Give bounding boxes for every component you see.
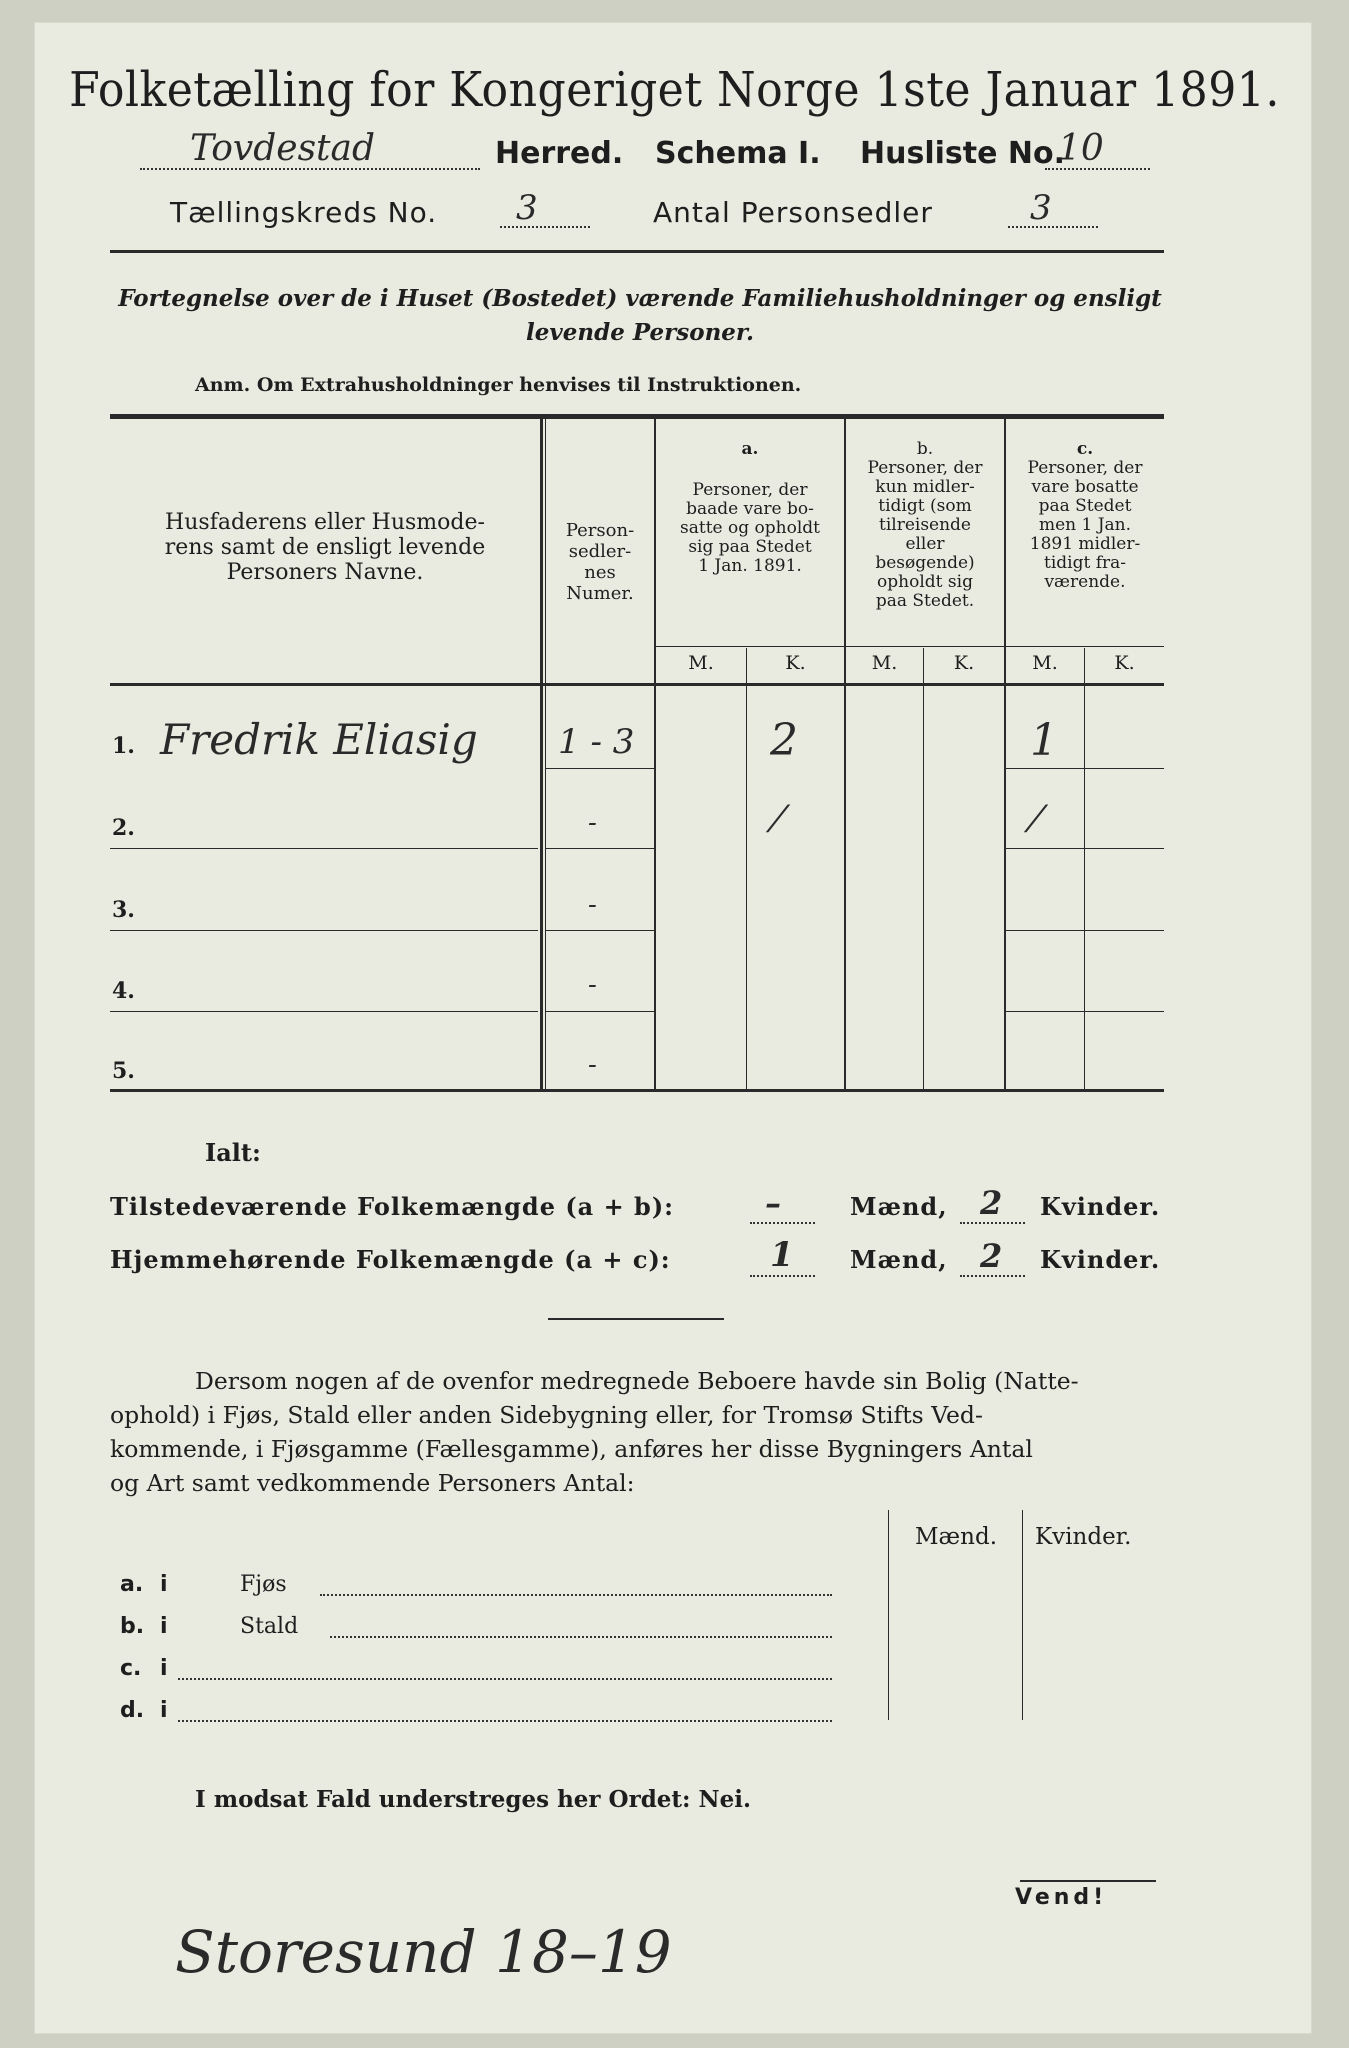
col-personsedler-header: Person- sedler- nes Numer. — [565, 520, 635, 604]
hjemme-kvinder-label: Kvinder. — [1040, 1245, 1161, 1274]
buildings-paragraph: Dersom nogen af de ovenfor medregnede Beboere havde sin Bolig (Natte- ophold) i Fjøs, Stald eller anden Sidebygning eller, for Tromsø Stifts Ved- kommende, i Fjøsgamme (Fællesgamme), anføres her disse Bygningers Antal og Art samt vedkommende Personers Antal: — [110, 1367, 1079, 1497]
footer-handwritten-note: Storesund 18–19 — [175, 1918, 672, 1986]
hjemme-label: Hjemmehørende Folkemængde (a + c): — [110, 1245, 671, 1274]
table-row-2-c-m: ⁄ — [1033, 800, 1040, 841]
table-row-1-a-k: 2 — [770, 715, 798, 766]
table-row-5-personsedler: - — [588, 1050, 597, 1080]
tilstede-kvinder-label: Kvinder. — [1040, 1192, 1161, 1221]
col-name-header: Husfaderens eller Husmode- rens samt de ensligt levende Personers Navne. — [164, 510, 486, 585]
hjemme-maend: 1 — [770, 1235, 795, 1275]
vend-label: Vend! — [1015, 1885, 1108, 1910]
table-row-2-a-k: ⁄ — [775, 800, 782, 841]
col-b-m-label: M. — [871, 652, 898, 674]
table-row-5-num: 5. — [112, 1058, 135, 1084]
antal-personsedler-value: 3 — [1030, 188, 1052, 228]
intro-line-1: Fortegnelse over de i Huset (Bostedet) værende Familiehusholdninger og ensligt — [118, 285, 1162, 312]
taellingskreds-label: Tællingskreds No. — [170, 196, 438, 229]
herred-value: Tovdestad — [190, 128, 376, 169]
form-title: Folketælling for Kongeriget Norge 1ste Januar 1891. — [69, 62, 1280, 118]
col-a-k-label: K. — [785, 652, 806, 674]
vend-line — [1020, 1880, 1156, 1882]
buildings-kvinder-header: Kvinder. — [1035, 1524, 1132, 1550]
tilstede-row — [110, 1184, 1170, 1232]
husliste-value: 10 — [1058, 128, 1104, 169]
col-c-header: c. Personer, der vare bosatte paa Stedet men 1 Jan. 1891 midler- tidigt fra- værende. — [1027, 439, 1143, 592]
taellingskreds-value: 3 — [516, 188, 538, 228]
intro-line-2: levende Personer. — [526, 319, 754, 346]
col-b-header: b. Personer, der kun midler- tidigt (som tilreisende eller besøgende) opholdt sig paa Stedet. — [867, 439, 983, 611]
tilstede-kvinder: 2 — [980, 1184, 1004, 1222]
hjemme-maend-label: Mænd, — [850, 1245, 948, 1274]
table-row-1-c-m: 1 — [1030, 715, 1058, 766]
husliste-label: Husliste No. — [860, 136, 1065, 171]
building-row-b: b. i Stald — [120, 1614, 880, 1648]
table-row-3-num: 3. — [112, 897, 135, 923]
building-row-a: a. i Fjøs — [120, 1572, 880, 1606]
antal-personsedler-label: Antal Personsedler — [653, 196, 933, 229]
col-b-k-label: K. — [953, 652, 975, 674]
table-row-1-name: Fredrik Eliasig — [160, 715, 478, 764]
table-row-2-personsedler: - — [588, 808, 597, 838]
buildings-maend-header: Mænd. — [915, 1524, 998, 1550]
col-a-header: a. Personer, der baade vare bo- satte og opholdt sig paa Stedet 1 Jan. 1891. — [680, 439, 820, 576]
ialt-label: Ialt: — [205, 1138, 261, 1167]
table-row-1-num: 1. — [112, 733, 135, 759]
anm-note: Anm. Om Extrahusholdninger henvises til Instruktionen. — [195, 374, 802, 396]
tilstede-maend: – — [765, 1184, 782, 1222]
col-c-k-label: K. — [1114, 652, 1135, 674]
table-row-3-personsedler: - — [588, 890, 597, 920]
modsat-fald-text: I modsat Fald understreges her Ordet: Nei. — [195, 1786, 751, 1813]
herred-label: Herred. — [495, 136, 624, 171]
tilstede-maend-label: Mænd, — [850, 1192, 948, 1221]
buildings-table — [110, 1510, 1170, 1750]
table-row-4-num: 4. — [112, 978, 135, 1004]
table-row-2-num: 2. — [112, 815, 135, 841]
schema-label: Schema I. — [655, 136, 821, 171]
building-row-d: d. i — [120, 1698, 880, 1732]
tilstede-label: Tilstedeværende Folkemængde (a + b): — [110, 1192, 675, 1221]
hjemme-row — [110, 1235, 1170, 1285]
table-row-4-personsedler: - — [588, 970, 597, 1000]
col-a-m-label: M. — [688, 652, 714, 674]
section-divider — [548, 1318, 724, 1320]
building-row-c: c. i — [120, 1656, 880, 1690]
hjemme-kvinder: 2 — [980, 1237, 1004, 1275]
table-row-1-personsedler: 1 - 3 — [558, 722, 635, 762]
col-c-m-label: M. — [1032, 652, 1058, 674]
